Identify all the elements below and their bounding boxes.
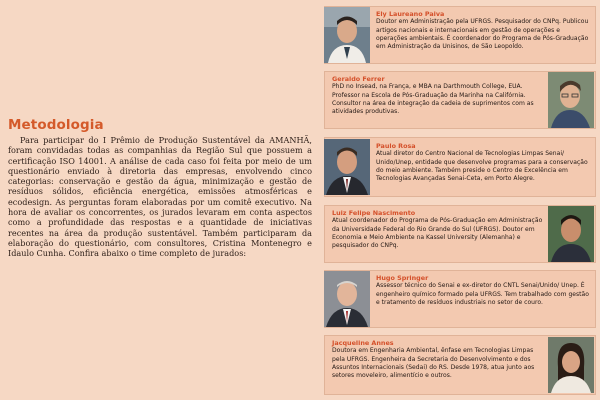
juror-name: Hugo Springer bbox=[376, 274, 429, 282]
juror-bio: Assessor técnico do Senai e ex-diretor do CNTL Senai/Unido/ Unep. É engenheiro químico formado pela UFRGS. Tem trabalhado com gestão e tratamento de resíduos industriais no setor de couro. bbox=[376, 282, 589, 306]
juror-photo bbox=[548, 337, 594, 393]
juror-name: Jacqueline Annes bbox=[332, 339, 394, 347]
juror-name: Luiz Felipe Nascimento bbox=[332, 209, 416, 217]
juror-photo bbox=[548, 72, 594, 128]
juror-card bbox=[324, 71, 596, 129]
juror-text bbox=[332, 339, 544, 380]
juror-text bbox=[332, 209, 544, 250]
juror-bio: Doutor em Administração pela UFRGS. Pesquisador do CNPq. Publicou artigos nacionais e internacionais em gestão de operações e operações ambientais. É coordenador do Programa de Pós-Graduação em Administração da Unisinos, de São Leopoldo. bbox=[376, 18, 589, 51]
juror-bio: PhD no Insead, na França, e MBA na Darthmouth College, EUA. Professor na Escola de Pós-Graduação da Marinha na Califórnia. Consultor na área de integração da cadeia de suprimentos com as atividades produtivas. bbox=[332, 83, 534, 116]
juror-name: Ely Laureano Paiva bbox=[376, 10, 445, 18]
juror-text bbox=[376, 274, 592, 307]
juror-photo bbox=[548, 206, 594, 262]
juror-text bbox=[332, 75, 544, 116]
juror-bio: Atual coordenador do Programa de Pós-Graduação em Administração da Universidade Federal do Rio Grande do Sul (UFRGS). Doutor em Economia e Meio Ambiente na Kassel University (Alemanha) e pesquisador do CNPq. bbox=[332, 217, 543, 250]
juror-photo bbox=[324, 271, 370, 327]
juror-text bbox=[376, 142, 592, 183]
section-body: Para participar do I Prêmio de Produção Sustentável da AMANHÃ, foram convidadas todas as companhias da Região Sul que possuem a certificação ISO 14001. A análise de cada caso foi feita por meio de um questionário enviado à diretoria das empresas, envolvendo cinco categorias: conservação e gestão da água, minimização e gestão de resíduos sólidos, eficiência energética, emissões atmosféricas e ecodesign. As perguntas foram elaboradas por um comitê executivo. Na hora de avaliar os concorrentes, os jurados levaram em conta aspectos como a profundidade das respostas e a quantidade de iniciativas recentes na área da produção sustentável. Também participaram da elaboração do questionário, com consultores, Cristina Montenegro e Idaulo Cunha. Confira abaixo o time completo de jurados: bbox=[8, 135, 312, 259]
section-title: Metodologia bbox=[8, 117, 104, 133]
juror-card bbox=[324, 335, 596, 395]
juror-bio: Doutora em Engenharia Ambiental, ênfase em Tecnologias Limpas pela UFRGS. Engenheira da Secretaria do Desenvolvimento e dos Assuntos Internacionais (Sedai) do RS. Desde 1978, atua junto aos setores moveleiro, alimentício e outros. bbox=[332, 347, 535, 380]
juror-card bbox=[324, 6, 596, 64]
juror-bio: Atual diretor do Centro Nacional de Tecnologias Limpas Senai/ Unido/Unep, entidade que desenvolve programas para a conservação do meio ambiente. Também preside o Centro de Excelência em Tecnologias Avançadas Senai-Ceta, em Porto Alegre. bbox=[376, 150, 588, 183]
juror-photo bbox=[324, 7, 370, 63]
juror-card bbox=[324, 270, 596, 328]
juror-name: Geraldo Ferrer bbox=[332, 75, 385, 83]
juror-card bbox=[324, 205, 596, 263]
juror-text bbox=[376, 10, 592, 51]
juror-card bbox=[324, 137, 596, 197]
juror-photo bbox=[324, 139, 370, 195]
juror-name: Paulo Rosa bbox=[376, 142, 416, 150]
